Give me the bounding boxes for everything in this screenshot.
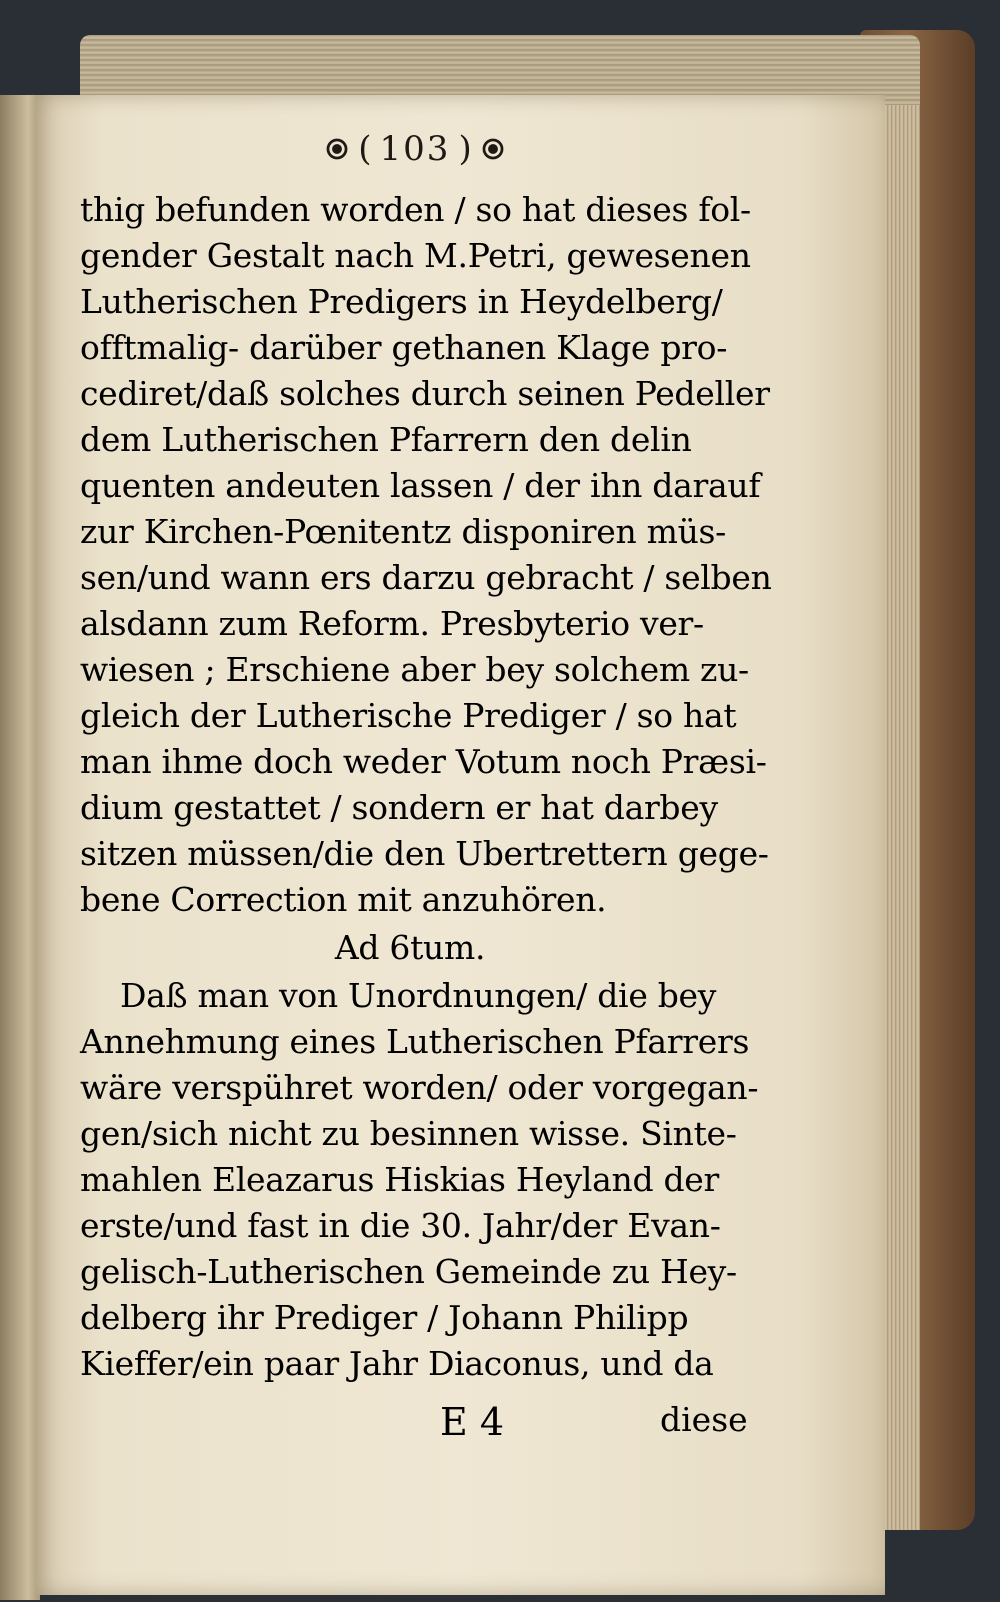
text-line: delberg ihr Prediger / Johann Philipp <box>80 1298 689 1337</box>
text-line: Annehmung eines Lutherischen Pfarrers <box>80 1022 750 1061</box>
text-line: thig befunden worden / so hat dieses fol- <box>80 190 751 229</box>
text-line: gender Gestalt nach M.Petri, gewesenen <box>80 236 751 275</box>
facing-page-edge <box>0 95 40 1600</box>
text-line: dem Lutherischen Pfarrern den delin <box>80 420 692 459</box>
text-line: wiesen ; Erschiene aber bey solchem zu- <box>80 650 749 689</box>
text-line: sen/und wann ers darzu gebracht / selben <box>80 558 772 597</box>
page-header <box>285 125 545 173</box>
text-line: gelisch-Lutherischen Gemeinde zu Hey- <box>80 1252 737 1291</box>
text-line: bene Correction mit anzuhören. <box>80 880 607 919</box>
page-number: 103 <box>379 129 451 169</box>
text-line: sitzen müssen/die den Ubertrettern gege- <box>80 834 769 873</box>
text-line: man ihme doch weder Votum noch Præsi- <box>80 742 767 781</box>
text-line: alsdann zum Reform. Presbyterio ver- <box>80 604 704 643</box>
text-line: offtmalig- darüber gethanen Klage pro- <box>80 328 728 367</box>
text-line: gen/sich nicht zu besinnen wisse. Sinte- <box>80 1114 737 1153</box>
text-line: dium gestattet / sondern er hat darbey <box>80 788 718 827</box>
text-line: cediret/daß solches durch seinen Pedeller <box>80 374 770 413</box>
paren-open: ( <box>358 129 372 169</box>
section-heading: Ad 6tum. <box>334 928 486 967</box>
text-line: zur Kirchen-Pœnitentz disponiren müs- <box>80 512 727 551</box>
page-edges <box>880 70 920 1530</box>
text-line: mahlen Eleazarus Hiskias Heyland der <box>80 1160 720 1199</box>
ornament-right-icon <box>480 136 506 162</box>
text-line: Daß man von Unordnungen/ die bey <box>120 976 717 1015</box>
text-line: erste/und fast in die 30. Jahr/der Evan- <box>80 1206 721 1245</box>
text-line: gleich der Lutherische Prediger / so hat <box>80 696 737 735</box>
text-line: quenten andeuten lassen / der ihn darauf <box>80 466 761 505</box>
catchword: diese <box>660 1400 748 1439</box>
signature-mark: E 4 <box>440 1400 504 1444</box>
ornament-left-icon <box>324 136 350 162</box>
text-line: wäre verspühret worden/ oder vorgegan- <box>80 1068 759 1107</box>
text-line: Kieffer/ein paar Jahr Diaconus, und da <box>80 1344 714 1383</box>
paren-close: ) <box>458 129 472 169</box>
text-line: Lutherischen Predigers in Heydelberg/ <box>80 282 723 321</box>
